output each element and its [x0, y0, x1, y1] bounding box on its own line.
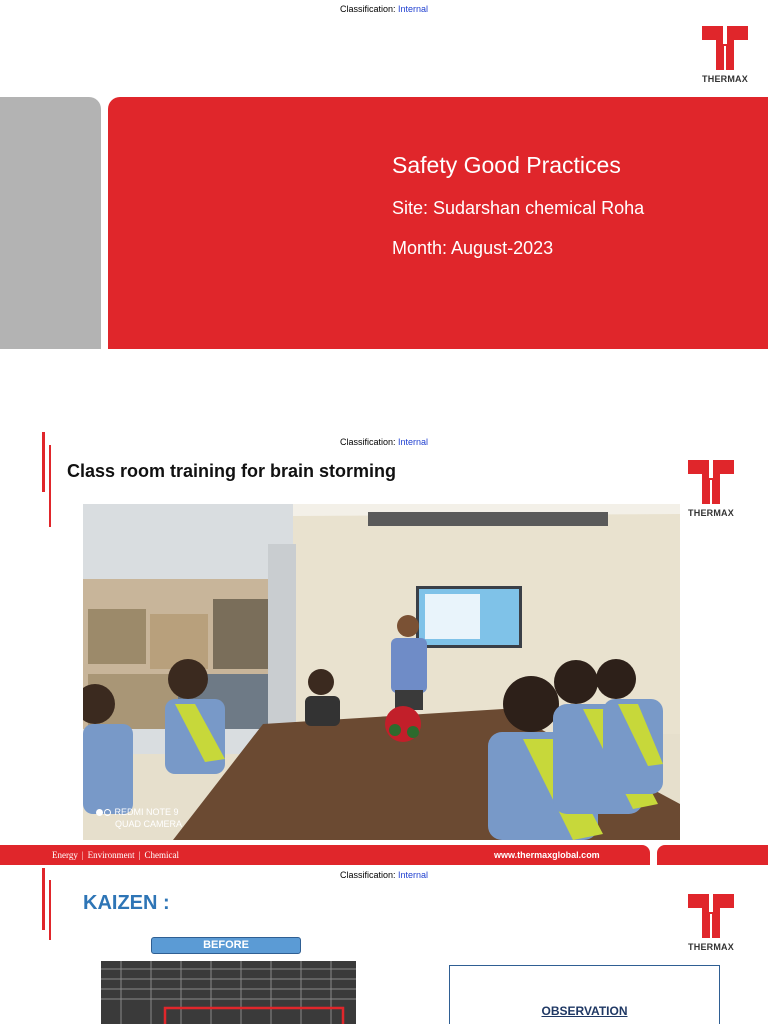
title-red-panel [108, 97, 768, 349]
training-room-photo [83, 504, 680, 840]
classification-label: Classification: Internal [339, 870, 429, 880]
before-label: BEFORE [151, 937, 301, 954]
thermax-logo [694, 24, 756, 84]
thermax-logo [680, 892, 742, 952]
slide-site: Site: Sudarshan chemical Roha [392, 198, 645, 218]
thermax-logo [680, 458, 742, 518]
before-photo [101, 961, 356, 1024]
watermark-dot-icon [104, 809, 111, 816]
logo-wordmark: THERMAX [702, 74, 748, 84]
classification-label: Classification: Internal [339, 4, 429, 14]
slide-heading: Class room training for brain storming [67, 461, 397, 481]
slide-month: Month: August-2023 [392, 238, 554, 258]
thermax-logo-mark [686, 892, 736, 940]
classification-label: Classification: Internal [339, 437, 429, 447]
footer-business-lines: Energy | Environment | Chemical [52, 850, 179, 860]
thermax-logo-mark [686, 458, 736, 506]
observation-label: OBSERVATION [541, 1004, 628, 1018]
watermark-dot-icon [96, 809, 103, 816]
logo-wordmark: THERMAX [688, 508, 734, 518]
before-photo-illustration [101, 961, 356, 1024]
training-photo-illustration [83, 504, 680, 840]
footer-url-link[interactable]: www.thermaxglobal.com [494, 850, 600, 860]
camera-watermark: REDMI NOTE 9 QUAD CAMERA [96, 806, 182, 830]
kaizen-heading: KAIZEN : [83, 892, 170, 914]
slide-title: Safety Good Practices [392, 152, 621, 178]
slide-accent-bar [49, 445, 51, 527]
logo-wordmark: THERMAX [688, 942, 734, 952]
title-gray-panel [0, 97, 101, 349]
slide-accent-bar [49, 880, 51, 940]
thermax-logo-mark [700, 24, 750, 72]
footer-band-right [657, 845, 768, 865]
